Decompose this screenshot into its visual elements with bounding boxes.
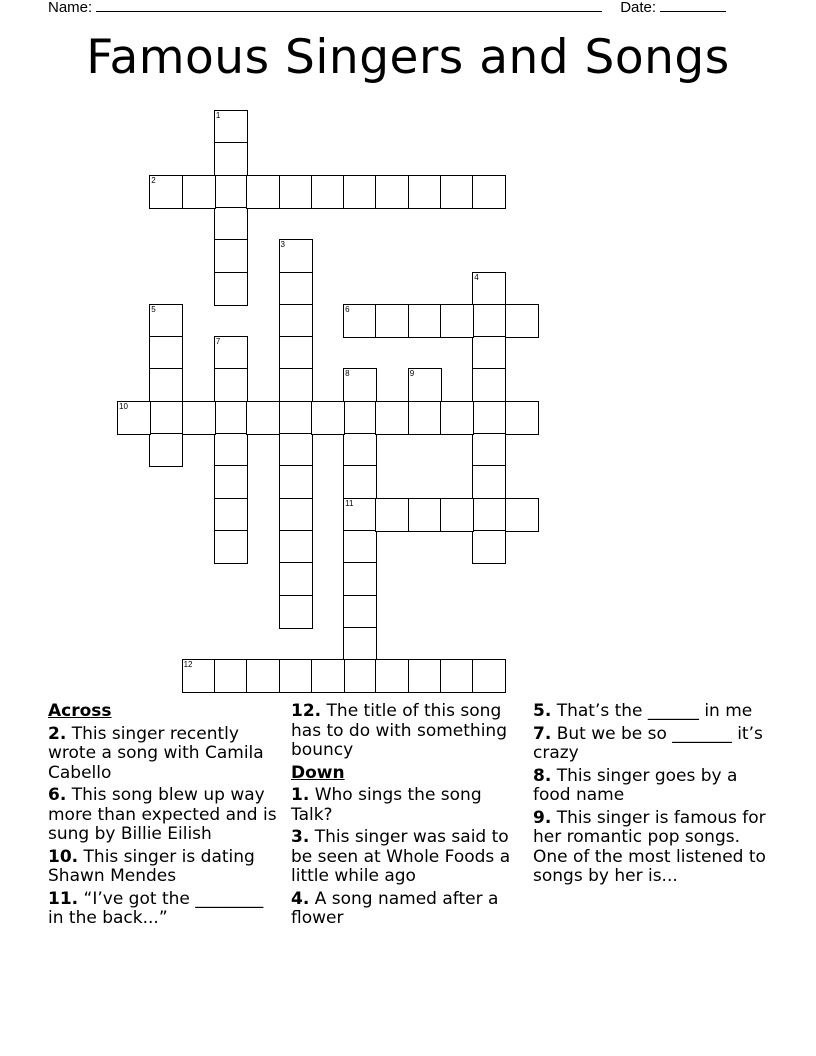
grid-cell[interactable] [279,272,313,306]
name-label: Name: [48,0,93,16]
grid-cell[interactable] [214,465,248,499]
grid-cell[interactable] [472,368,506,402]
grid-cell[interactable] [149,368,183,402]
grid-cell[interactable] [214,272,248,306]
grid-cell[interactable] [214,175,248,209]
grid-cell[interactable] [149,175,183,209]
grid-cell[interactable] [182,175,216,209]
grid-cell[interactable] [182,401,216,435]
grid-cell[interactable] [472,401,506,435]
grid-cell[interactable] [472,659,506,693]
grid-cell[interactable] [343,433,377,467]
down-clue-8 [533,767,773,806]
grid-cell[interactable] [311,401,345,435]
grid-cell[interactable] [472,498,506,532]
grid-cell[interactable] [214,110,248,144]
clue-number: 8. [533,765,552,786]
grid-cell[interactable] [472,530,506,564]
grid-cell[interactable] [149,304,183,338]
clue-number-label: 10 [119,401,128,411]
across-clue-10 [48,848,283,887]
grid-cell[interactable] [343,562,377,596]
grid-cell[interactable] [214,401,248,435]
clue-number: 3. [291,827,310,847]
grid-cell[interactable] [214,207,248,241]
clue-number-label: 7 [215,337,221,347]
down-clue-7 [533,725,773,764]
clue-text: But we be so _______ it’s crazy [533,723,763,763]
grid-cell[interactable] [343,175,377,209]
down-clue-1 [291,786,526,825]
grid-cell[interactable] [279,530,313,564]
grid-cell[interactable] [149,433,183,467]
grid-cell[interactable] [279,498,313,532]
clue-number: 6. [48,785,67,805]
across-heading: Across [48,701,112,721]
grid-cell[interactable] [214,530,248,564]
grid-cell[interactable] [279,595,313,629]
grid-cell[interactable] [279,175,313,209]
grid-cell[interactable] [505,401,539,435]
down-clue-9 [533,809,773,887]
grid-cell[interactable] [279,433,313,467]
grid-cell[interactable] [505,498,539,532]
grid-cell[interactable] [472,175,506,209]
clue-number-label: 2 [151,175,156,185]
across-clue-12 [291,702,526,761]
clue-number: 2. [48,723,67,744]
clue-number: 5. [533,701,552,721]
grid-cell[interactable] [408,175,442,209]
grid-cell[interactable] [311,659,345,693]
grid-cell[interactable] [440,175,474,209]
grid-cell[interactable] [440,498,474,532]
clue-text: The title of this song has to do with something bouncy [291,701,507,760]
grid-cell[interactable] [246,175,280,209]
grid-cell[interactable] [214,498,248,532]
grid-cell[interactable] [343,401,377,435]
grid-cell[interactable] [117,401,151,435]
clue-number-label: 12 [183,660,193,670]
grid-cell[interactable] [214,336,248,370]
grid-cell[interactable] [375,401,409,435]
puzzle-title: Famous Singers and Songs [86,30,730,85]
clue-number-label: 1 [215,111,221,120]
across-clue-2 [48,725,283,784]
grid-cell[interactable] [343,530,377,564]
date-label: Date: [620,0,657,16]
grid-cell[interactable] [279,401,313,435]
down-clue-3 [291,828,526,887]
grid-cell[interactable] [408,659,442,693]
clue-number-label: 9 [409,369,415,379]
clue-number-label: 8 [345,369,350,379]
across-clue-11 [48,890,283,929]
grid-cell[interactable] [279,562,313,596]
clues-column-3 [533,702,773,890]
grid-cell[interactable] [149,336,183,370]
clue-number: 9. [533,807,552,828]
down-clue-4 [291,890,526,929]
grid-cell[interactable] [214,239,248,273]
grid-cell[interactable] [214,142,248,176]
clue-number-label: 6 [345,304,350,314]
grid-cell[interactable] [182,659,216,693]
grid-cell[interactable] [149,401,183,435]
grid-cell[interactable] [375,175,409,209]
clue-number: 12. [291,701,322,721]
down-clue-5 [533,702,773,722]
grid-cell[interactable] [472,433,506,467]
clue-text: This singer was said to be seen at Whole Foods a little while ago [291,827,511,886]
grid-cell[interactable] [214,433,248,467]
grid-cell[interactable] [472,465,506,499]
grid-cell[interactable] [343,595,377,629]
grid-cell[interactable] [408,304,442,338]
clue-number-label: 5 [151,304,156,314]
down-heading: Down [291,762,345,783]
clue-number-label: 4 [474,272,479,282]
grid-cell[interactable] [343,627,377,661]
grid-cell[interactable] [375,304,409,338]
grid-cell[interactable] [408,498,442,532]
grid-cell[interactable] [505,304,539,338]
clues-column-1 [48,702,283,932]
grid-cell[interactable] [440,659,474,693]
grid-cell[interactable] [214,659,248,693]
clue-text: A song named after a flower [291,888,499,928]
grid-cell[interactable] [246,659,280,693]
grid-cell[interactable] [279,239,313,273]
clue-text: This singer is famous for her romantic pop songs. One of the most listened to songs by her is... [533,807,766,886]
grid-cell[interactable] [440,401,474,435]
grid-cell[interactable] [472,272,506,306]
grid-cell[interactable] [343,498,377,532]
grid-cell[interactable] [246,401,280,435]
grid-cell[interactable] [279,368,313,402]
grid-cell[interactable] [343,368,377,402]
clue-number-label: 11 [345,498,354,508]
grid-cell[interactable] [279,336,313,370]
clue-number: 7. [533,723,552,744]
clue-number: 4. [291,888,310,909]
grid-cell[interactable] [311,175,345,209]
grid-cell[interactable] [472,304,506,338]
grid-cell[interactable] [279,465,313,499]
grid-cell[interactable] [408,368,442,402]
grid-cell[interactable] [375,498,409,532]
clue-text: Who sings the song Talk? [291,785,482,825]
clue-text: This song blew up way more than expected and is sung by Billie Eilish [48,785,277,844]
grid-cell[interactable] [343,304,377,338]
clue-text: This singer goes by a food name [533,765,738,805]
grid-cell[interactable] [279,304,313,338]
clue-text: This singer is dating Shawn Mendes [48,846,255,886]
clues-column-2 [291,702,526,932]
grid-cell[interactable] [440,304,474,338]
clue-number-label: 3 [280,240,285,250]
clue-number: 1. [291,785,310,805]
grid-cell[interactable] [472,336,506,370]
grid-cell[interactable] [408,401,442,435]
grid-cell[interactable] [343,465,377,499]
grid-cell[interactable] [279,659,313,693]
clue-text: “I’ve got the ________ in the back...” [48,888,264,928]
grid-cell[interactable] [343,659,377,693]
grid-cell[interactable] [375,659,409,693]
across-clue-6 [48,786,283,845]
clue-number: 11. [48,888,79,909]
clue-text: This singer recently wrote a song with Camila Cabello [48,723,264,783]
grid-cell[interactable] [214,368,248,402]
clue-text: That’s the ______ in me [556,701,753,721]
clue-number: 10. [48,846,79,867]
